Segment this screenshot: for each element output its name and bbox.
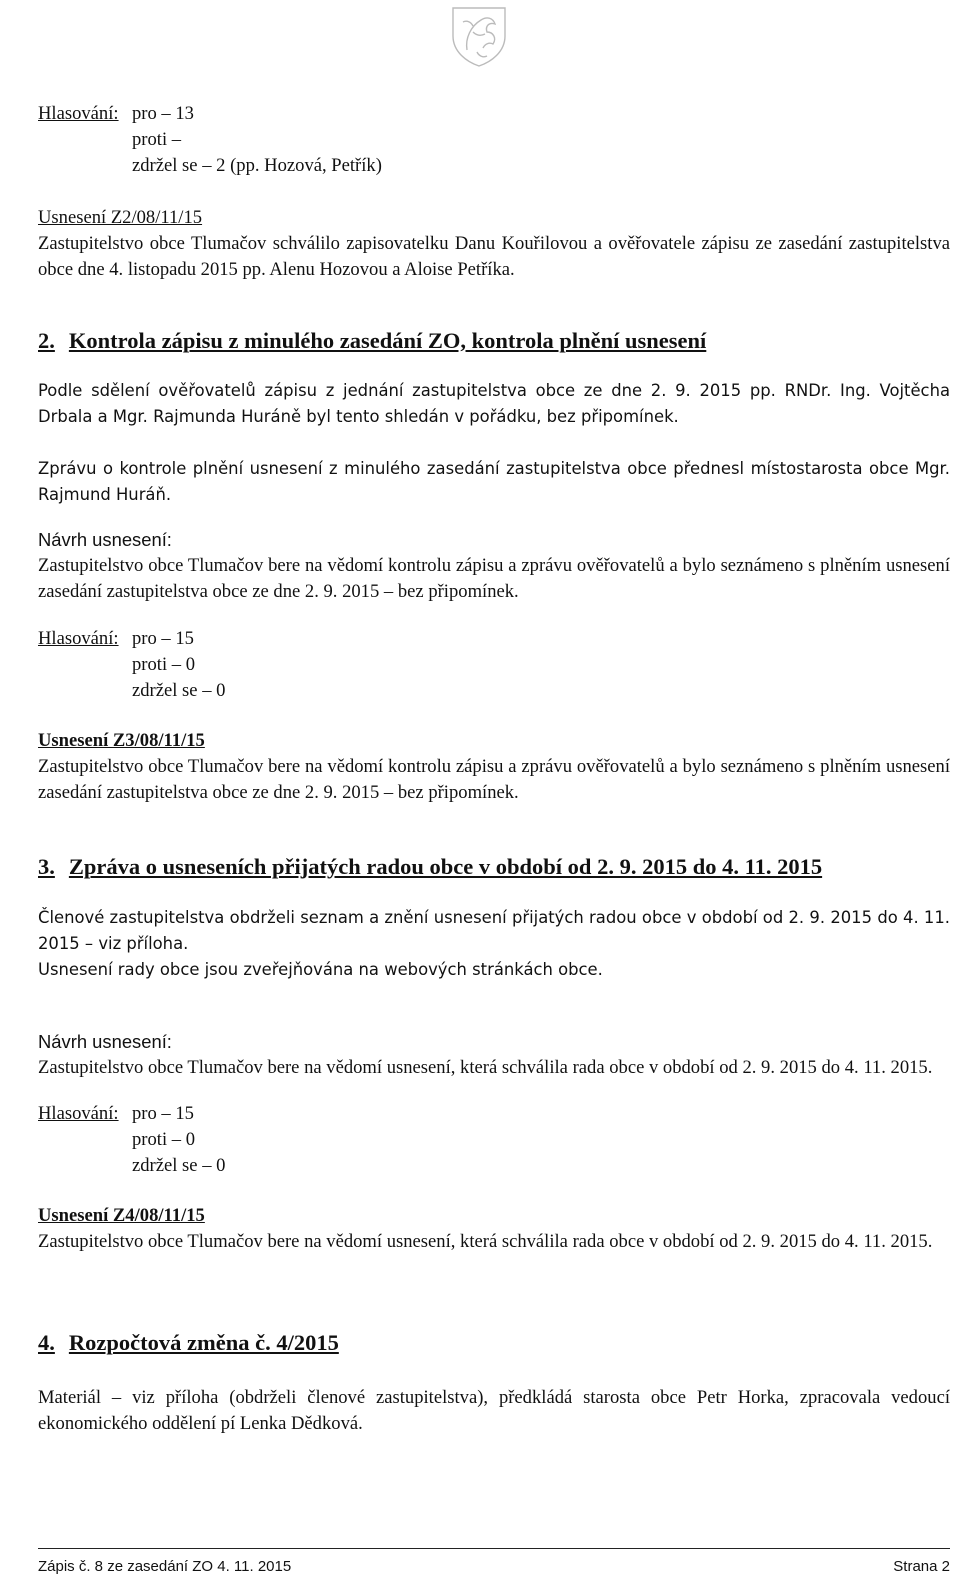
vote-label: Hlasování:: [38, 103, 119, 124]
resolution-z3: [38, 728, 950, 806]
section-2-proposal: [38, 527, 950, 605]
proposal-label: Návrh usnesení:: [38, 529, 172, 550]
resolution-title: Usnesení Z2/08/11/15: [38, 207, 203, 228]
page-number: Strana 2: [893, 1558, 950, 1575]
resolution-text: Zastupitelstvo obce Tlumačov bere na vědomí usnesení, která schválila rada obce v období od 2. 9. 2015 do 4. 11. 2015.: [38, 1231, 933, 1252]
resolution-text: Zastupitelstvo obce Tlumačov schválilo zapisovatelku Danu Kouřilovou a ověřovatele zápisu ze zasedání zastupitelstva obce dne 4. listopadu 2015 pp. Alenu Hozovou a Aloise Petříka.: [38, 233, 950, 280]
vote-for: pro – 15: [132, 628, 194, 649]
proposal-label: Návrh usnesení:: [38, 1031, 172, 1052]
vote-label: Hlasování:: [38, 1103, 119, 1124]
vote-against: proti –: [132, 129, 182, 150]
page-footer: [38, 1548, 950, 1577]
vote-for: pro – 13: [132, 103, 194, 124]
vote-against: proti – 0: [132, 1129, 196, 1150]
section-number: 2.: [38, 328, 55, 353]
vote-block-2: [38, 626, 950, 704]
section-title: Kontrola zápisu z minulého zasedání ZO, kontrola plnění usnesení: [68, 328, 707, 353]
section-3-proposal: [38, 1029, 950, 1081]
vote-abstain: zdržel se – 0: [132, 680, 226, 701]
vote-abstain: zdržel se – 2 (pp. Hozová, Petřík): [132, 155, 382, 176]
resolution-text: Zastupitelstvo obce Tlumačov bere na vědomí kontrolu zápisu a zprávu ověřovatelů a bylo seznámeno s plněním usnesení zasedání zastupitelstva obce ze dne 2. 9. 2015 – bez připomínek.: [38, 756, 950, 803]
section-title: Rozpočtová změna č. 4/2015: [68, 1330, 339, 1355]
footer-left: Zápis č. 8 ze zasedání ZO 4. 11. 2015: [38, 1558, 292, 1575]
resolution-z2: [38, 205, 950, 283]
resolution-title: Usnesení Z4/08/11/15: [38, 1205, 205, 1226]
section-3-paragraph-2: Usnesení rady obce jsou zveřejňována na webových stránkách obce.: [38, 960, 603, 979]
section-2-paragraph-1: Podle sdělení ověřovatelů zápisu z jednání zastupitelstva obce ze dne 2. 9. 2015 pp. RNDr. Ing. Vojtěcha Drbala a Mgr. Rajmunda Huráně byl tento shledán v pořádku, bez připomínek.: [38, 381, 950, 426]
resolution-title: Usnesení Z3/08/11/15: [38, 730, 205, 751]
section-2-paragraph-2: Zprávu o kontrole plnění usnesení z minulého zasedání zastupitelstva obce přednesl místostarosta obce Mgr. Rajmund Huráň.: [38, 459, 950, 504]
proposal-text: Zastupitelstvo obce Tlumačov bere na vědomí usnesení, která schválila rada obce v období od 2. 9. 2015 do 4. 11. 2015.: [38, 1057, 933, 1078]
section-2-heading: [38, 326, 950, 356]
vote-label: Hlasování:: [38, 628, 119, 649]
section-3-paragraph-1: Členové zastupitelstva obdrželi seznam a znění usnesení přijatých radou obce v období od 2. 9. 2015 do 4. 11. 2015 – viz příloha.: [38, 908, 950, 953]
document-page: [38, 0, 950, 1585]
section-3-heading: [38, 852, 950, 882]
vote-abstain: zdržel se – 0: [132, 1155, 226, 1176]
vote-against: proti – 0: [132, 654, 196, 675]
vote-block-3: [38, 1101, 950, 1179]
section-4-heading: [38, 1328, 950, 1358]
section-title: Zpráva o usneseních přijatých radou obce v období od 2. 9. 2015 do 4. 11. 2015: [68, 854, 823, 879]
section-number: 4.: [38, 1330, 55, 1355]
vote-block-1: [38, 101, 950, 179]
vote-for: pro – 15: [132, 1103, 194, 1124]
section-4-paragraph-1: Materiál – viz příloha (obdrželi členové zastupitelstva), předkládá starosta obce Petr Horka, zpracovala vedoucí ekonomického oddělení pí Lenka Dědková.: [38, 1387, 950, 1434]
section-number: 3.: [38, 854, 55, 879]
proposal-text: Zastupitelstvo obce Tlumačov bere na vědomí kontrolu zápisu a zprávu ověřovatelů a bylo seznámeno s plněním usnesení zasedání zastupitelstva obce ze dne 2. 9. 2015 – bez připomínek.: [38, 555, 950, 602]
resolution-z4: [38, 1203, 950, 1255]
municipal-seal-icon: [443, 2, 515, 68]
